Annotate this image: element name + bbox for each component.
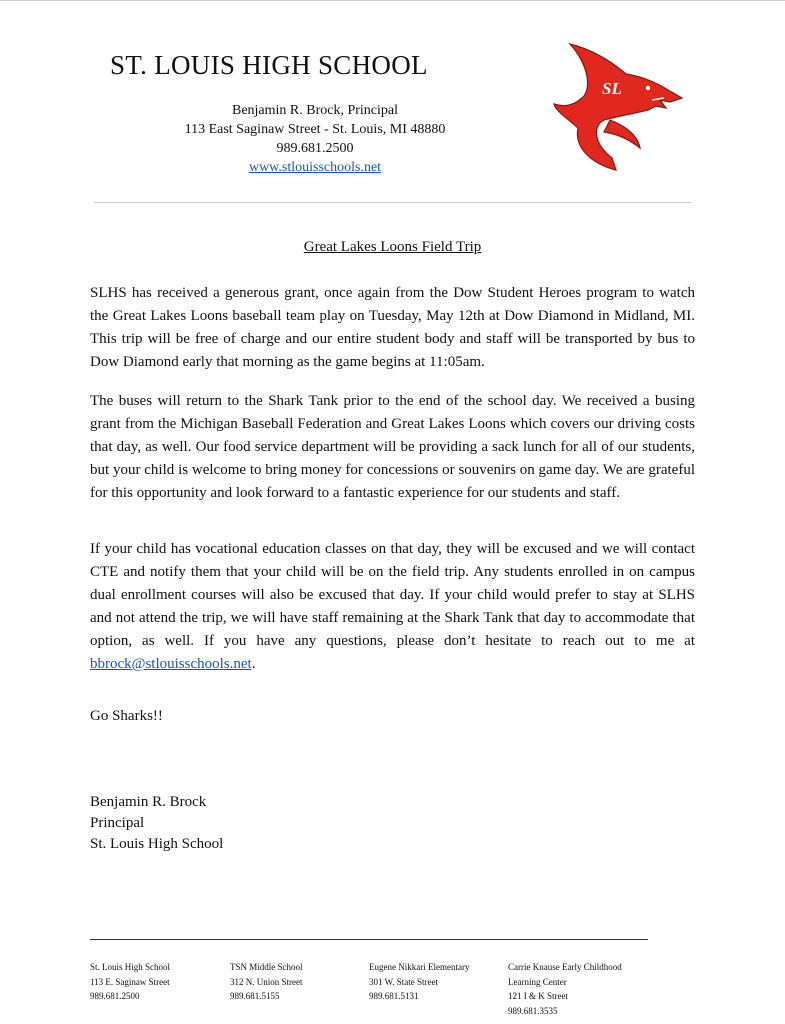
paragraph-2: The buses will return to the Shark Tank prior to the end of the school day. We received a busing grant from the Michigan Baseball Federation and Great Lakes Loons which covers our driving costs that day, as well. Our food service department will be providing a sack lunch for all of our students, but your child is welcome to bring money for concessions or souvenirs on game day. We are grateful for this opportunity and look forward to a fantastic experience for our students and staff. — [90, 393, 695, 501]
footer-school-address: 312 N. Union Street — [230, 976, 303, 987]
email-link[interactable]: bbrock@stlouisschools.net — [90, 656, 252, 672]
footer-school-name: Carrie Knause Early Childhood — [508, 962, 622, 972]
footer-school-name: Eugene Nikkari Elementary — [369, 962, 470, 972]
shark-eye — [646, 86, 650, 90]
shark-monogram: SL — [602, 79, 622, 98]
address-line: 113 East Saginaw Street - St. Louis, MI 48880 — [184, 122, 446, 137]
footer-school-address: 121 I & K Street — [508, 991, 568, 1001]
school-name: ST. LOUIS HIGH SCHOOL — [110, 50, 428, 80]
signature-school: St. Louis High School — [90, 836, 224, 852]
footer-school-phone: 989.681.5131 — [369, 991, 419, 1001]
paragraph-3 — [90, 538, 695, 676]
footer-eugene-nikkari — [369, 960, 469, 1004]
signature-name: Benjamin R. Brock — [90, 794, 207, 810]
footer-carrie-knause — [508, 960, 622, 1018]
footer-school-name-cont: Learning Center — [508, 976, 567, 987]
paragraph-3-end: . — [251, 656, 256, 672]
footer-school-phone: 989.681.2500 — [90, 991, 140, 1001]
website-link[interactable]: www.stlouisschools.net — [248, 160, 382, 175]
footer-st-louis-high — [90, 960, 170, 1004]
shark-logo-icon — [552, 40, 686, 174]
footer-school-phone: 989.681.3535 — [508, 1005, 558, 1016]
letter-title: Great Lakes Loons Field Trip — [303, 239, 482, 255]
contact-block — [140, 101, 490, 177]
closing: Go Sharks!! — [90, 708, 163, 724]
footer-school-address: 301 W. State Street — [369, 976, 438, 987]
signature-block — [90, 792, 223, 855]
footer-school-name: St. Louis High School — [90, 962, 171, 972]
footer-school-phone: 989.681.5155 — [230, 991, 280, 1001]
shark-fin — [604, 120, 640, 148]
paragraph-3-text: If your child has vocational education classes on that day, they will be excused and we will contact CTE and notify them that your child will be on the field trip. Any students enrolled in on campus dual enrollment courses will also be excused that day. If your child would prefer to stay at SLHS and not attend the trip, we will have staff remaining at the Shark Tank that day to accommodate that option, as well. If you have any questions, please don’t hesitate to reach out to me at — [90, 541, 695, 649]
header-divider — [94, 202, 691, 203]
paragraph-1: SLHS has received a generous grant, once again from the Dow Student Heroes program to watch the Great Lakes Loons baseball team play on Tuesday, May 12th at Dow Diamond in Midland, MI. This trip will be free of charge and our entire student body and staff will be transported by bus to Dow Diamond early that morning as the game begins at 11:05am. — [90, 285, 695, 370]
principal-line: Benjamin R. Brock, Principal — [231, 103, 399, 118]
footer-tsn-middle — [230, 960, 303, 1004]
footer-divider — [90, 939, 648, 940]
footer-school-name: TSN Middle School — [230, 962, 303, 972]
footer-school-address: 113 E. Saginaw Street — [90, 976, 170, 987]
top-border — [0, 0, 785, 1]
shark-body — [554, 44, 682, 170]
signature-title: Principal — [90, 815, 145, 831]
phone-line: 989.681.2500 — [276, 141, 354, 156]
